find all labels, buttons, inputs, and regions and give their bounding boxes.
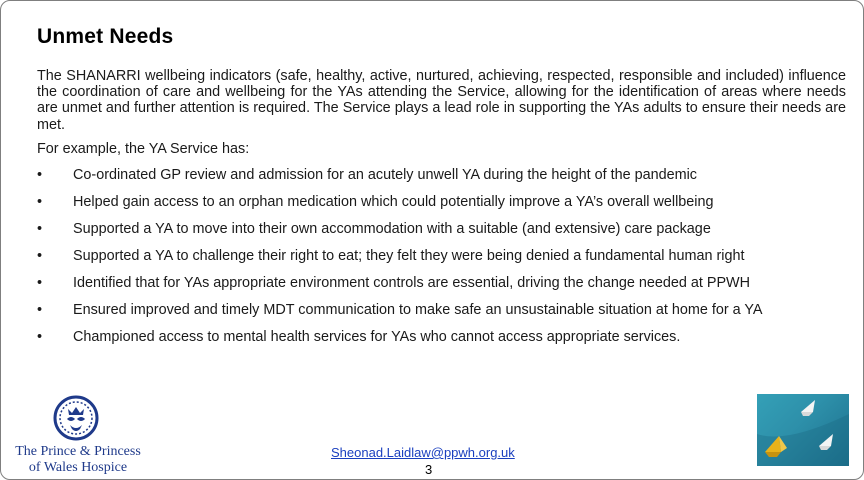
- bullet-icon: •: [37, 221, 43, 238]
- bullet-list: [37, 167, 846, 356]
- list-item-text: Identified that for YAs appropriate environment controls are essential, driving the change needed at PPWH: [73, 275, 751, 292]
- list-item: [37, 167, 846, 194]
- list-item-text: Ensured improved and timely MDT communication to make safe an unsustainable situation at home for a YA: [73, 302, 763, 319]
- bullet-icon: •: [37, 329, 43, 346]
- list-item: [37, 248, 846, 275]
- list-item: [37, 194, 846, 221]
- bullet-icon: •: [37, 248, 43, 265]
- list-item-text: Supported a YA to move into their own accommodation with a suitable (and extensive) care package: [73, 221, 711, 238]
- bullet-icon: •: [37, 194, 43, 211]
- bullet-icon: •: [37, 275, 43, 292]
- list-item: [37, 275, 846, 302]
- logo-name-line2: of Wales Hospice: [28, 460, 128, 475]
- logo-name-line1: The Prince & Princess: [15, 444, 141, 459]
- page-number: 3: [425, 462, 433, 477]
- example-lead: For example, the YA Service has:: [37, 140, 250, 157]
- intro-paragraph: The SHANARRI wellbeing indicators (safe, healthy, active, nurtured, achieving, respected, responsible and included) influence the coordination of care and wellbeing for the YAs attending the Service, allowing for the identification of areas where needs are unmet and further attention is required. The Service plays a lead role in supporting the YAs adults to ensure their needs are met.: [37, 68, 846, 133]
- paper-boats-illustration: [757, 394, 849, 466]
- bullet-icon: •: [37, 167, 43, 184]
- list-item-text: Helped gain access to an orphan medication which could potentially improve a YA’s overall wellbeing: [73, 194, 714, 211]
- list-item-text: Supported a YA to challenge their right to eat; they felt they were being denied a fundamental human right: [73, 248, 745, 265]
- list-item: [37, 329, 846, 356]
- list-item-text: Co-ordinated GP review and admission for an acutely unwell YA during the height of the pandemic: [73, 167, 697, 184]
- hospice-logo: [15, 395, 141, 479]
- list-item-text: Championed access to mental health services for YAs who cannot access appropriate services.: [73, 329, 681, 346]
- list-item: [37, 302, 846, 329]
- hospice-crest-icon: [53, 395, 99, 441]
- contact-email-link[interactable]: Sheonad.Laidlaw@ppwh.org.uk: [331, 445, 515, 460]
- paper-boats-image: [757, 394, 849, 466]
- list-item: [37, 221, 846, 248]
- paper-boat-white-top: [801, 400, 815, 416]
- slide-body: [37, 68, 846, 356]
- slide-title: Unmet Needs: [37, 25, 174, 48]
- bullet-icon: •: [37, 302, 43, 319]
